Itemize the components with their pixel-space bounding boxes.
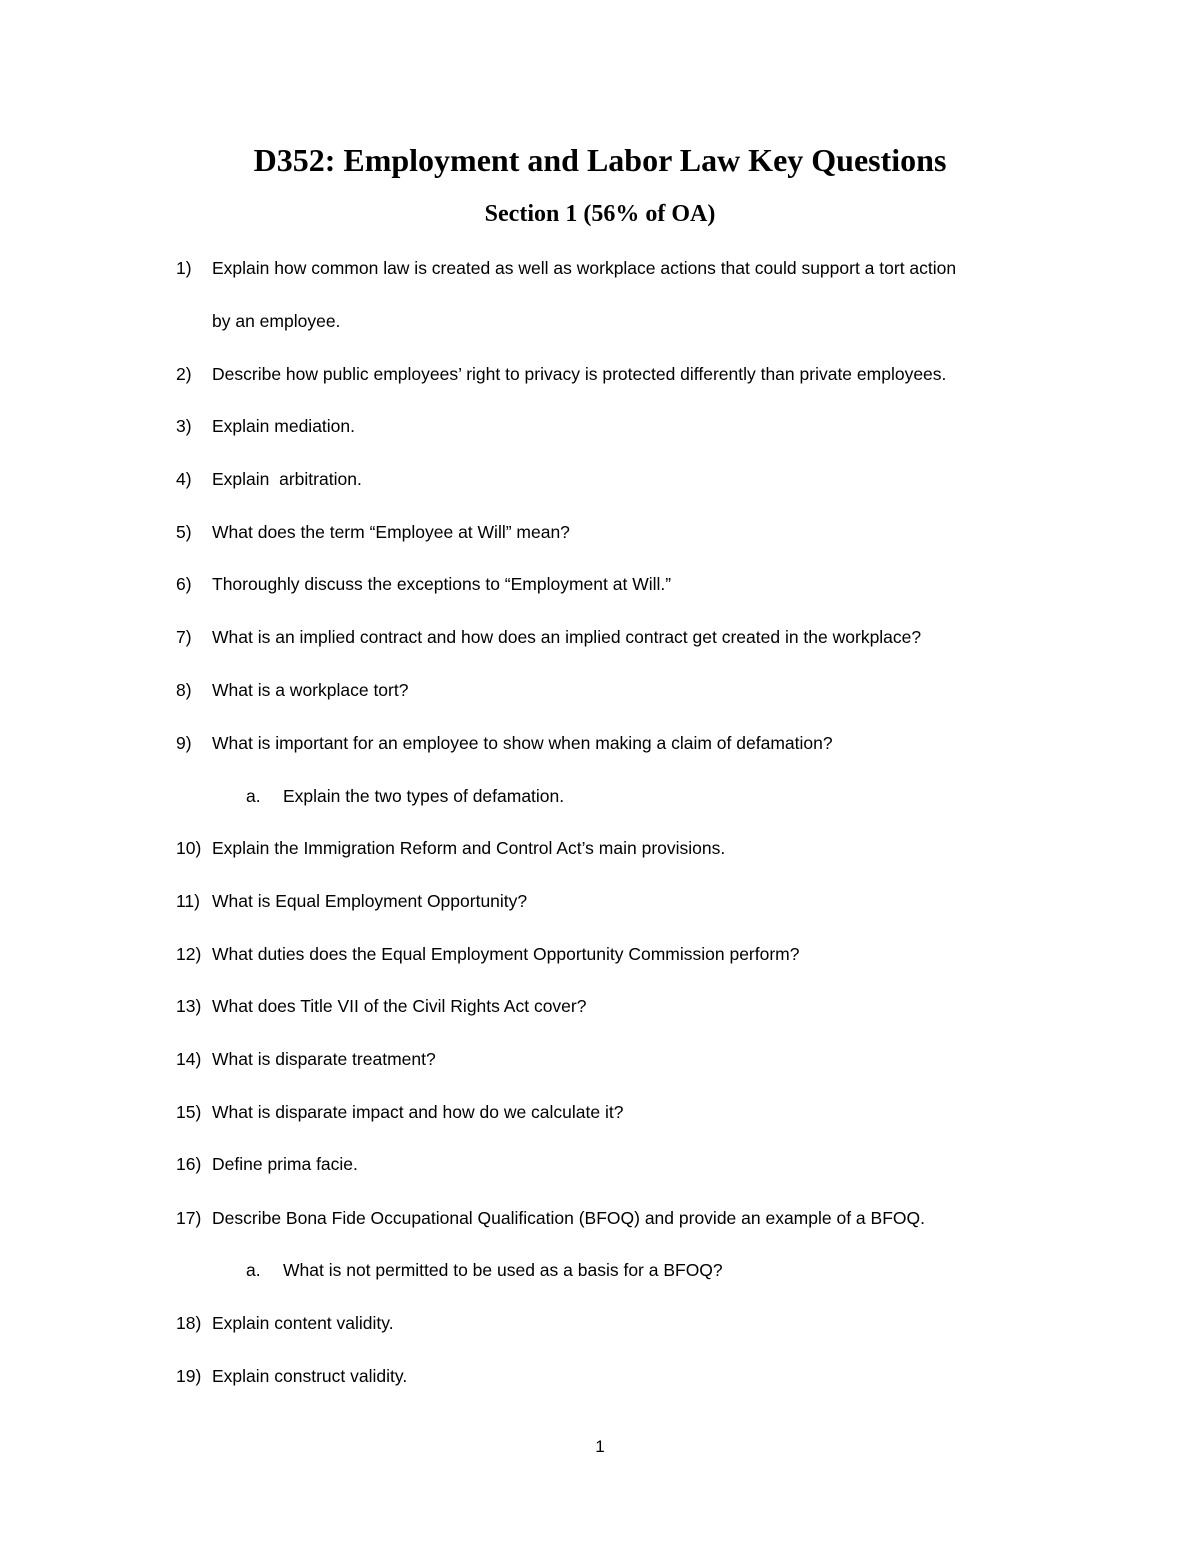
question-text: Describe Bona Fide Occupational Qualification (BFOQ) and provide an example of a BFOQ.: [212, 1208, 925, 1228]
question-number: 15): [176, 1102, 202, 1122]
question-text: What is important for an employee to show when making a claim of defamation?: [212, 733, 833, 753]
question-number: 16): [176, 1154, 202, 1174]
question-text: Thoroughly discuss the exceptions to “Employment at Will.”: [212, 574, 672, 594]
sub-question-text: Explain the two types of defamation.: [283, 786, 565, 806]
question-number: 7): [176, 627, 192, 647]
question-text: What does Title VII of the Civil Rights Act cover?: [212, 996, 587, 1016]
question-text: What is Equal Employment Opportunity?: [212, 891, 528, 911]
question-text: Explain arbitration.: [212, 469, 362, 489]
question-text: What is a workplace tort?: [212, 680, 409, 700]
question-text: What duties does the Equal Employment Opportunity Commission perform?: [212, 944, 800, 964]
question-number: 5): [176, 522, 192, 542]
page-number: 1: [595, 1437, 605, 1456]
question-number: 14): [176, 1049, 202, 1069]
question-text: Explain mediation.: [212, 416, 355, 436]
question-number: 8): [176, 680, 192, 700]
question-number: 9): [176, 733, 192, 753]
question-number: 2): [176, 364, 192, 384]
section-title: Section 1 (56% of OA): [484, 201, 716, 227]
sub-question-letter: a.: [246, 786, 261, 806]
question-number: 19): [176, 1366, 202, 1386]
question-text: Define prima facie.: [212, 1154, 358, 1174]
question-text: What does the term “Employee at Will” mean?: [212, 522, 570, 542]
question-text: Explain content validity.: [212, 1313, 394, 1333]
question-text: What is an implied contract and how does an implied contract get created in the workplace?: [212, 627, 922, 647]
question-text: Explain the Immigration Reform and Control Act’s main provisions.: [212, 838, 726, 858]
sub-question-text: What is not permitted to be used as a basis for a BFOQ?: [283, 1260, 723, 1280]
question-text: Describe how public employees’ right to privacy is protected differently than private employees.: [212, 364, 947, 384]
question-text: Explain how common law is created as well as workplace actions that could support a tort action: [212, 258, 957, 278]
question-number: 10): [176, 838, 202, 858]
question-number: 11): [176, 891, 200, 911]
question-number: 18): [176, 1313, 202, 1333]
question-number: 6): [176, 574, 192, 594]
question-number: 4): [176, 469, 192, 489]
question-text: What is disparate impact and how do we calculate it?: [212, 1102, 624, 1122]
question-text-continuation: by an employee.: [212, 311, 341, 331]
sub-question-letter: a.: [246, 1260, 261, 1280]
question-number: 3): [176, 416, 192, 436]
question-text: Explain construct validity.: [212, 1366, 408, 1386]
question-number: 12): [176, 944, 202, 964]
question-number: 13): [176, 996, 202, 1016]
question-text: What is disparate treatment?: [212, 1049, 436, 1069]
question-number: 17): [176, 1208, 202, 1228]
question-number: 1): [176, 258, 192, 278]
page-title: D352: Employment and Labor Law Key Questions: [253, 142, 947, 178]
